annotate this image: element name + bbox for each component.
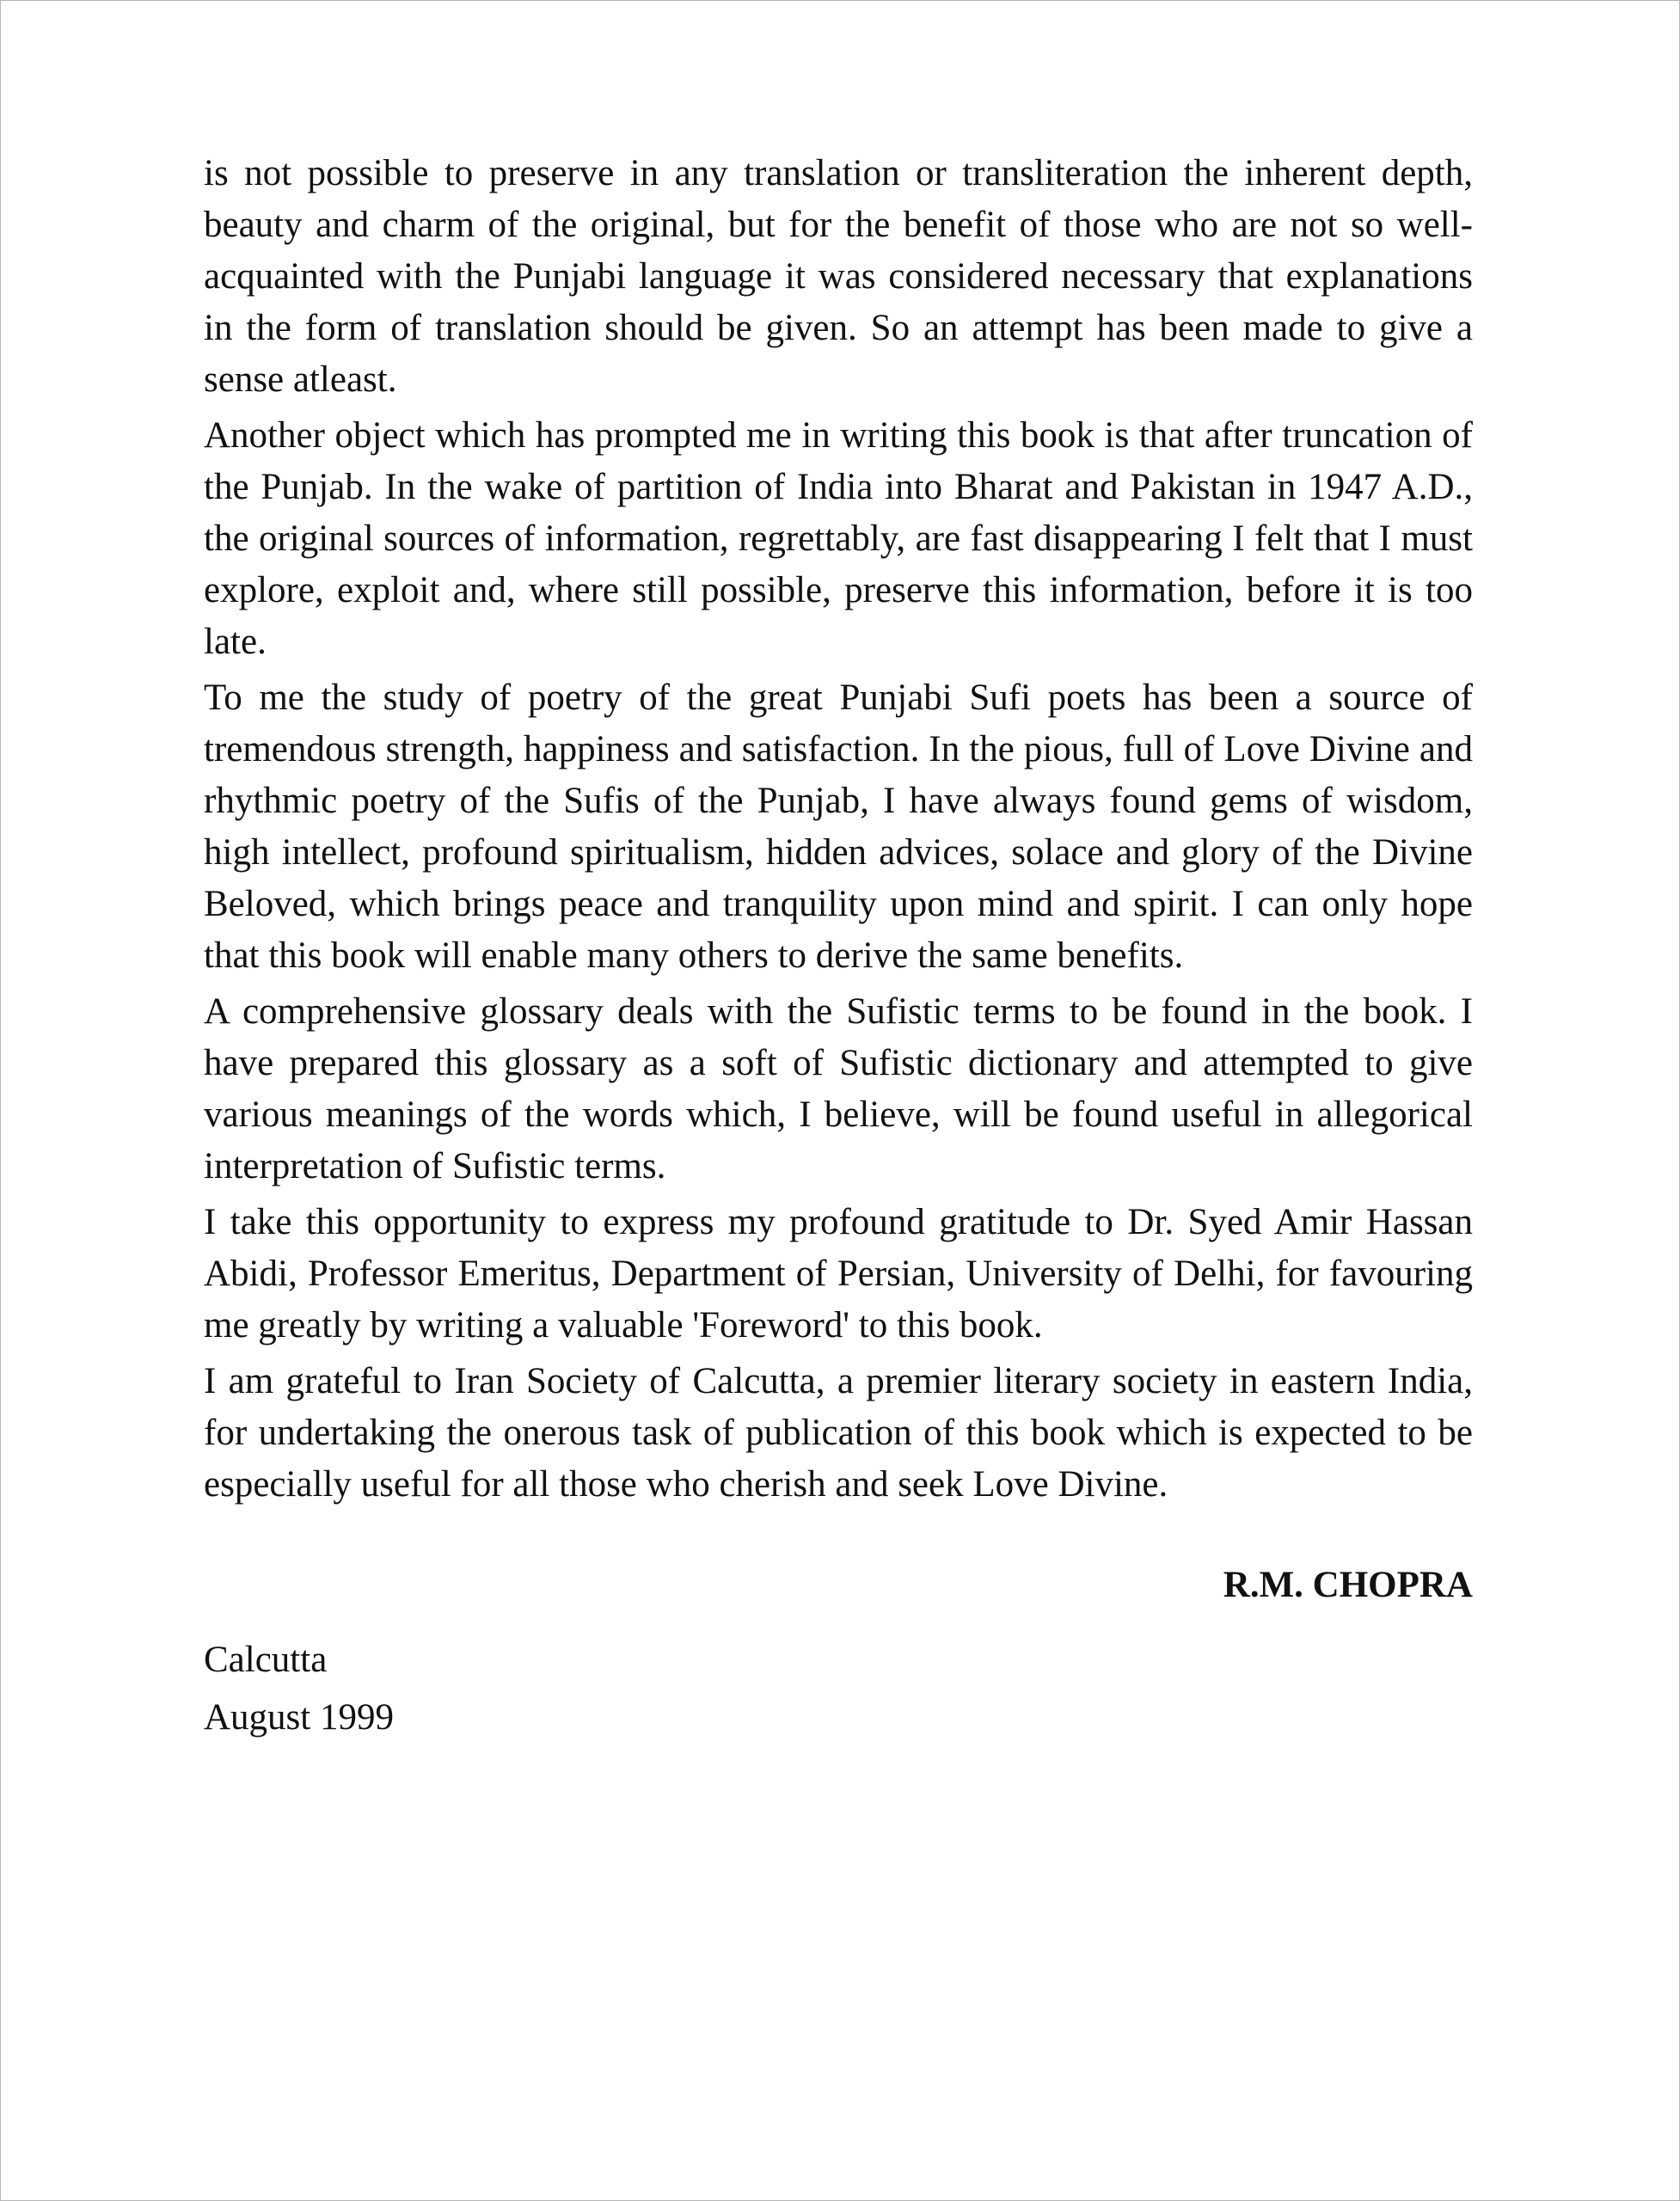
paragraph-glossary: A comprehensive glossary deals with the Sufistic terms to be found in the book. I have prepared this glossary as a soft of Sufistic dictionary and attempted to give various meanings of the words which, I believe, will be found useful in allegorical interpretation of Sufistic terms. — [204, 991, 1473, 1186]
document-body — [204, 148, 1473, 1746]
signature-date: August 1999 — [204, 1697, 394, 1738]
signature-place: Calcutta — [204, 1640, 328, 1680]
author-signature: R.M. CHOPRA — [1223, 1565, 1473, 1605]
paragraph-translation-note: is not possible to preserve in any translation or transliteration the inherent depth, beauty and charm of the original, but for the benefit of those who are not so well-acquainted with the Punjabi language it was considered necessary that explanations in the form of translation should be given. So an attempt has been made to give a sense atleast. — [204, 153, 1473, 400]
paragraph-gratitude-publisher: I am grateful to Iran Society of Calcutta, a premier literary society in eastern India, for undertaking the onerous task of publication of this book which is expected to be especially useful for all those who cherish and seek Love Divine. — [204, 1361, 1473, 1505]
paragraph-sufi-poetry: To me the study of poetry of the great Punjabi Sufi poets has been a source of tremendous strength, happiness and satisfaction. In the pious, full of Love Divine and rhythmic poetry of the Sufis of the Punjab, I have always found gems of wisdom, high intellect, profound spiritualism, hidden advices, solace and glory of the Divine Beloved, which brings peace and tranquility upon mind and spirit. I can only hope that this book will enable many others to derive the same benefits. — [204, 677, 1473, 976]
paragraph-partition-object: Another object which has prompted me in writing this book is that after truncation of the Punjab. In the wake of partition of India into Bharat and Pakistan in 1947 A.D., the original sources of information, regrettably, are fast disappearing I felt that I must explore, exploit and, where still possible, preserve this information, before it is too late. — [204, 415, 1473, 662]
paragraph-gratitude-foreword: I take this opportunity to express my profound gratitude to Dr. Syed Amir Hassan Abidi, Professor Emeritus, Department of Persian, University of Delhi, for favouring me greatly by writing a valuable 'Foreword' to this book. — [204, 1202, 1473, 1346]
